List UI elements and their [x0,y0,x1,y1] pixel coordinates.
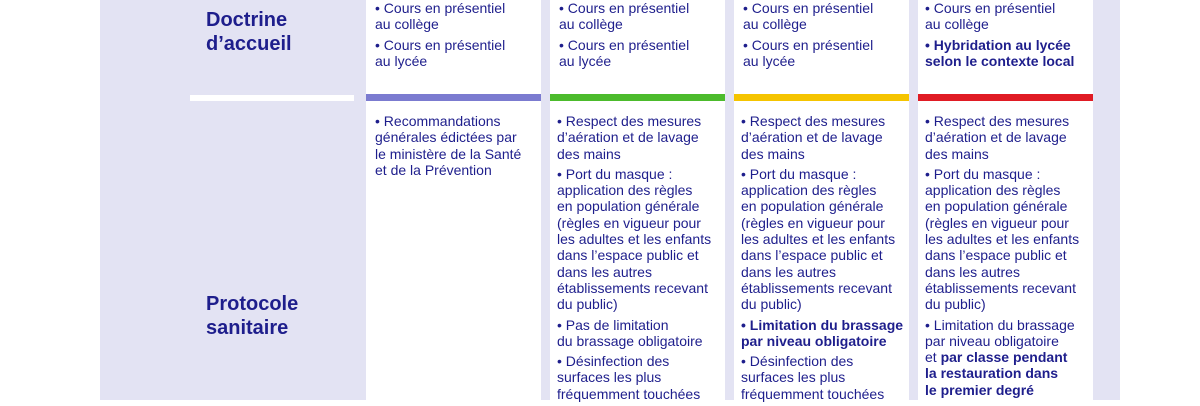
doctrine-item: • Cours en présentiel au collège [743,0,874,33]
protocole-text-3 [741,113,911,406]
protocole-item: • Désinfection des surfaces les plus fréquemment touchées [557,353,701,402]
protocole-item-part: • Limitation du brassage par niveau obligatoire et [925,316,1075,366]
doctrine-item: • Cours en présentiel au collège [375,0,506,33]
protocole-item: • Respect des mesures d’aération et de lavage des mains [925,113,1070,162]
protocole-item: • Recommandations générales édictées par le ministère de la Santé et de la Prévention [375,113,522,178]
row-header-doctrine-line1: Doctrine [206,9,288,31]
doctrine-text-2 [559,0,729,73]
protocole-item: • Port du masque : application des règles en population générale (règles en vigueur pour les adultes et les enfants dans l’espace public et dans les autres établissements recevant du public) [925,165,1080,313]
level-bar-3 [734,94,909,101]
level-bar-4 [918,94,1093,101]
level-bar-2 [550,94,725,101]
protocole-item: • Désinfection des surfaces les plus fréquemment touchées [741,353,885,402]
doctrine-text-3 [743,0,913,73]
protocole-text-4 [925,113,1095,398]
doctrine-item: • Cours en présentiel au collège [925,0,1056,33]
protocole-item: • Pas de limitation du brassage obligatoire [557,316,703,349]
protocole-item: • Port du masque : application des règles en population générale (règles en vigueur pour les adultes et les enfants dans l’espace public et dans les autres établissements recevant du public) [741,165,896,313]
protocole-item: • Respect des mesures d’aération et de lavage des mains [557,113,702,162]
doctrine-item-emphasis: • Hybridation au lycée selon le contexte local [925,36,1075,69]
protocole-item-emphasis: par classe pendant la restauration dans le premier degré [925,349,1068,398]
protocole-item: • Port du masque : application des règles en population générale (règles en vigueur pour les adultes et les enfants dans l’espace public et dans les autres établissements recevant du public) [557,165,712,313]
doctrine-item: • Cours en présentiel au collège [559,0,690,33]
protocole-text-2 [557,113,727,406]
level-bar-1 [366,94,541,101]
doctrine-text-1 [375,0,545,73]
protocole-item [925,317,1095,398]
row-header-protocole [190,101,354,400]
row-header-doctrine-line2: d’accueil [206,33,292,55]
protocole-item-emphasis: • Limitation du brassage par niveau obligatoire [741,316,904,349]
row-header-protocole-line1: Protocole [206,293,299,315]
doctrine-item: • Cours en présentiel au lycée [743,36,874,69]
doctrine-item: • Cours en présentiel au lycée [559,36,690,69]
doctrine-text-4 [925,0,1095,73]
protocole-text-1 [375,113,545,182]
row-header-doctrine [190,0,354,95]
doctrine-item: • Cours en présentiel au lycée [375,36,506,69]
row-header-protocole-line2: sanitaire [206,317,289,339]
protocole-item: • Respect des mesures d’aération et de lavage des mains [741,113,886,162]
